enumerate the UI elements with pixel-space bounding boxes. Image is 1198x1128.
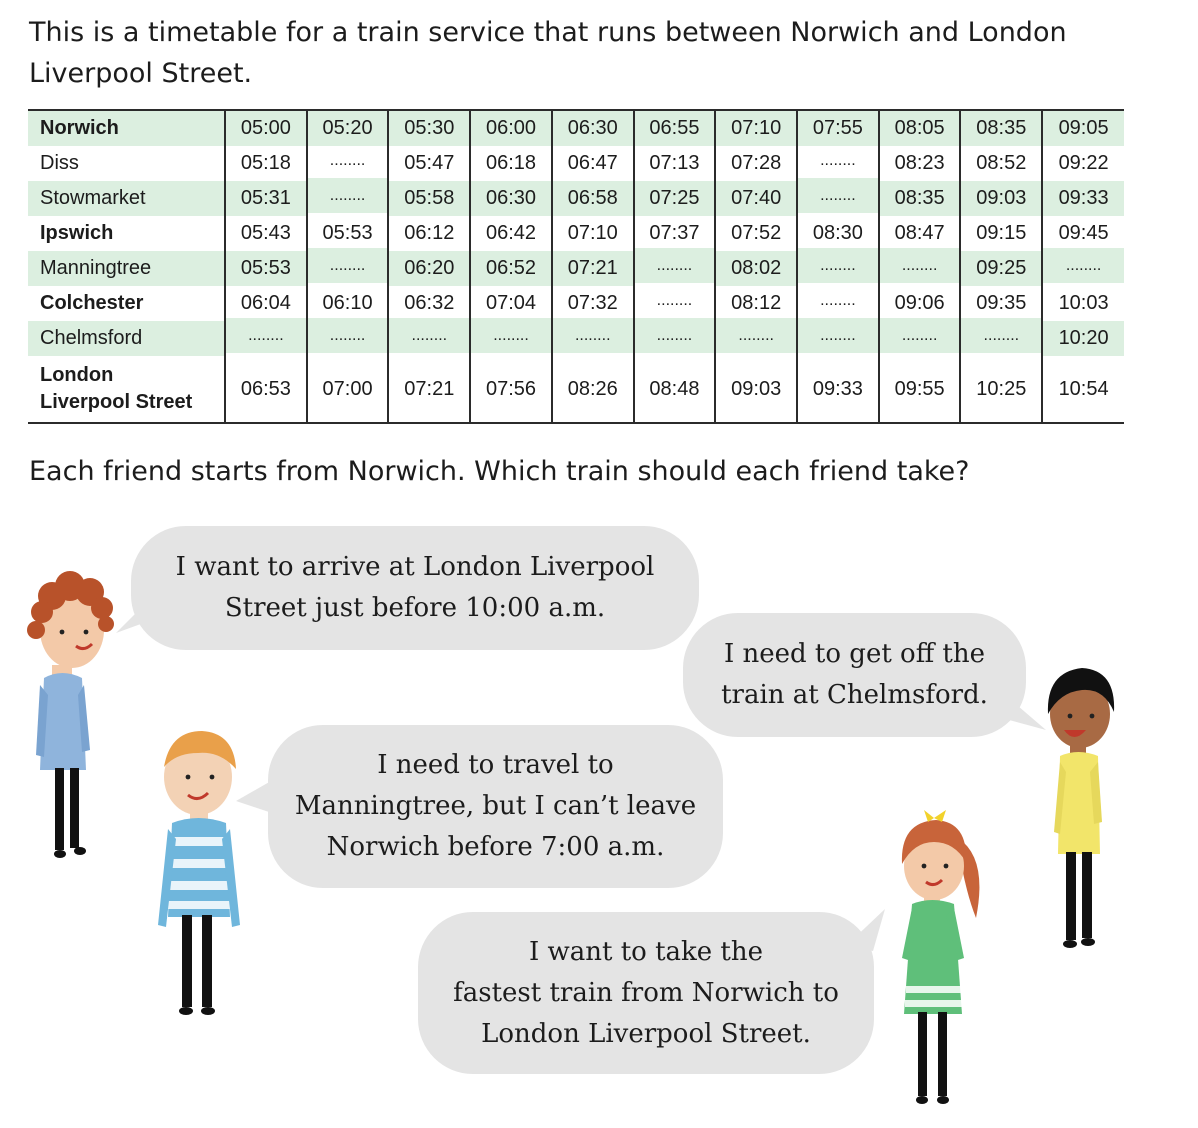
time-cell: ........ [307, 248, 389, 283]
friend-striped-jumper-illustration [150, 725, 250, 1020]
time-cell: 07:21 [388, 356, 470, 423]
station-name: Manningtree [28, 251, 225, 286]
station-name-line: London [40, 364, 114, 386]
intro-line: Liverpool Street. [29, 58, 253, 89]
time-cell: 06:55 [634, 110, 716, 146]
bubble-line: London Liverpool Street. [481, 1018, 811, 1049]
time-cell: 06:47 [552, 146, 634, 181]
time-cell: ........ [225, 318, 307, 353]
time-cell: ........ [797, 283, 879, 318]
time-cell: ........ [1042, 248, 1124, 283]
time-cell: 06:30 [470, 181, 552, 216]
time-cell: 07:52 [715, 216, 797, 251]
time-cell: 09:03 [960, 181, 1042, 216]
time-cell: 09:45 [1042, 216, 1124, 251]
time-cell: 08:26 [552, 356, 634, 423]
time-cell: 05:30 [388, 110, 470, 146]
timetable-row [28, 110, 1124, 146]
time-cell: ........ [634, 248, 716, 283]
time-cell: ........ [634, 318, 716, 353]
bubble-line: train at Chelmsford. [721, 680, 988, 710]
time-cell: ........ [307, 143, 389, 178]
time-cell: 07:37 [634, 216, 716, 251]
time-cell: 08:48 [634, 356, 716, 423]
time-cell: 08:52 [960, 146, 1042, 181]
timetable-row [28, 216, 1124, 251]
time-cell: 08:02 [715, 251, 797, 286]
time-cell: ........ [960, 318, 1042, 353]
time-cell: 09:05 [1042, 110, 1124, 146]
time-cell: ........ [552, 318, 634, 353]
time-cell: ........ [879, 318, 961, 353]
time-cell: 06:12 [388, 216, 470, 251]
time-cell: 06:20 [388, 251, 470, 286]
speech-bubble-2 [683, 613, 1026, 737]
time-cell: ........ [634, 283, 716, 318]
time-cell: 06:53 [225, 356, 307, 423]
intro-line: This is a timetable for a train service that runs between Norwich and London [29, 17, 1067, 48]
friend-dark-hair-illustration [1030, 662, 1130, 962]
station-name-line: Liverpool Street [40, 391, 193, 413]
time-cell: 10:20 [1042, 321, 1124, 356]
time-cell: 05:31 [225, 181, 307, 216]
bubble-line: Manningtree, but I can’t leave [294, 791, 697, 821]
time-cell: 09:22 [1042, 146, 1124, 181]
time-cell: 06:04 [225, 286, 307, 321]
station-name [28, 356, 225, 423]
time-cell: 05:53 [307, 216, 389, 251]
friend-curly-hair-illustration [22, 560, 122, 870]
time-cell: 07:10 [715, 110, 797, 146]
time-cell: 07:28 [715, 146, 797, 181]
time-cell: 06:52 [470, 251, 552, 286]
speech-bubble-4 [418, 912, 874, 1074]
time-cell: 09:06 [879, 286, 961, 321]
time-cell: 10:03 [1042, 286, 1124, 321]
bubble-line: Street just before 10:00 a.m. [224, 593, 606, 623]
station-name: Norwich [28, 110, 225, 146]
time-cell: 08:47 [879, 216, 961, 251]
time-cell: 09:03 [715, 356, 797, 423]
friend-ponytail-illustration [888, 808, 988, 1108]
time-cell: 08:35 [960, 110, 1042, 146]
question-text: Each friend starts from Norwich. Which train should each friend take? [29, 456, 970, 487]
time-cell: 05:53 [225, 251, 307, 286]
station-name: Ipswich [40, 222, 114, 244]
time-cell: 06:00 [470, 110, 552, 146]
timetable [28, 109, 1124, 424]
time-cell: 05:20 [307, 110, 389, 146]
time-cell: 09:35 [960, 286, 1042, 321]
time-cell: 06:58 [552, 181, 634, 216]
time-cell: 08:05 [879, 110, 961, 146]
time-cell: 10:54 [1042, 356, 1124, 423]
time-cell: 07:56 [470, 356, 552, 423]
time-cell: ........ [307, 178, 389, 213]
bubble-line: I need to get off the [723, 639, 986, 669]
time-cell: 09:15 [960, 216, 1042, 251]
time-cell: 09:33 [1042, 181, 1124, 216]
station-name: Stowmarket [28, 181, 225, 216]
time-cell: 05:18 [225, 146, 307, 181]
bubble-line: fastest train from Norwich to [453, 977, 839, 1008]
time-cell: 09:25 [960, 251, 1042, 286]
time-cell: 07:10 [552, 216, 634, 251]
station-name: Diss [40, 152, 79, 174]
station-name: Chelmsford [28, 321, 225, 356]
time-cell: 07:21 [552, 251, 634, 286]
time-cell: 07:00 [307, 356, 389, 423]
station-name: Colchester [40, 292, 144, 314]
time-cell: 06:10 [307, 286, 389, 321]
time-cell: 05:58 [388, 181, 470, 216]
time-cell: 05:00 [225, 110, 307, 146]
time-cell: 06:42 [470, 216, 552, 251]
time-cell: 07:25 [634, 181, 716, 216]
time-cell: ........ [470, 318, 552, 353]
time-cell: 07:13 [634, 146, 716, 181]
time-cell: 06:32 [388, 286, 470, 321]
bubble-line: I need to travel to [377, 750, 614, 780]
timetable-row [28, 356, 1124, 423]
time-cell: 07:40 [715, 181, 797, 216]
speech-bubble-3 [268, 725, 723, 888]
time-cell: 08:35 [879, 181, 961, 216]
time-cell: ........ [879, 248, 961, 283]
time-cell: 08:30 [797, 216, 879, 251]
time-cell: 06:18 [470, 146, 552, 181]
time-cell: 05:47 [388, 146, 470, 181]
time-cell: 08:12 [715, 286, 797, 321]
time-cell: ........ [797, 318, 879, 353]
timetable-row [28, 146, 1124, 181]
time-cell: 05:43 [225, 216, 307, 251]
time-cell: ........ [797, 143, 879, 178]
bubble-line: I want to take the [528, 936, 764, 967]
timetable-row [28, 181, 1124, 216]
time-cell: 10:25 [960, 356, 1042, 423]
time-cell: ........ [797, 248, 879, 283]
timetable-row [28, 286, 1124, 321]
bubble-line: I want to arrive at London Liverpool [175, 552, 655, 582]
intro-text [29, 12, 1129, 94]
time-cell: ........ [388, 318, 470, 353]
speech-bubble-1 [131, 526, 699, 650]
time-cell: 08:23 [879, 146, 961, 181]
time-cell: ........ [307, 318, 389, 353]
bubble-line: Norwich before 7:00 a.m. [326, 832, 665, 862]
timetable-row [28, 321, 1124, 356]
time-cell: 07:55 [797, 110, 879, 146]
time-cell: ........ [715, 318, 797, 353]
time-cell: 07:04 [470, 286, 552, 321]
time-cell: 07:32 [552, 286, 634, 321]
time-cell: ........ [797, 178, 879, 213]
timetable-row [28, 251, 1124, 286]
time-cell: 09:55 [879, 356, 961, 423]
time-cell: 06:30 [552, 110, 634, 146]
time-cell: 09:33 [797, 356, 879, 423]
